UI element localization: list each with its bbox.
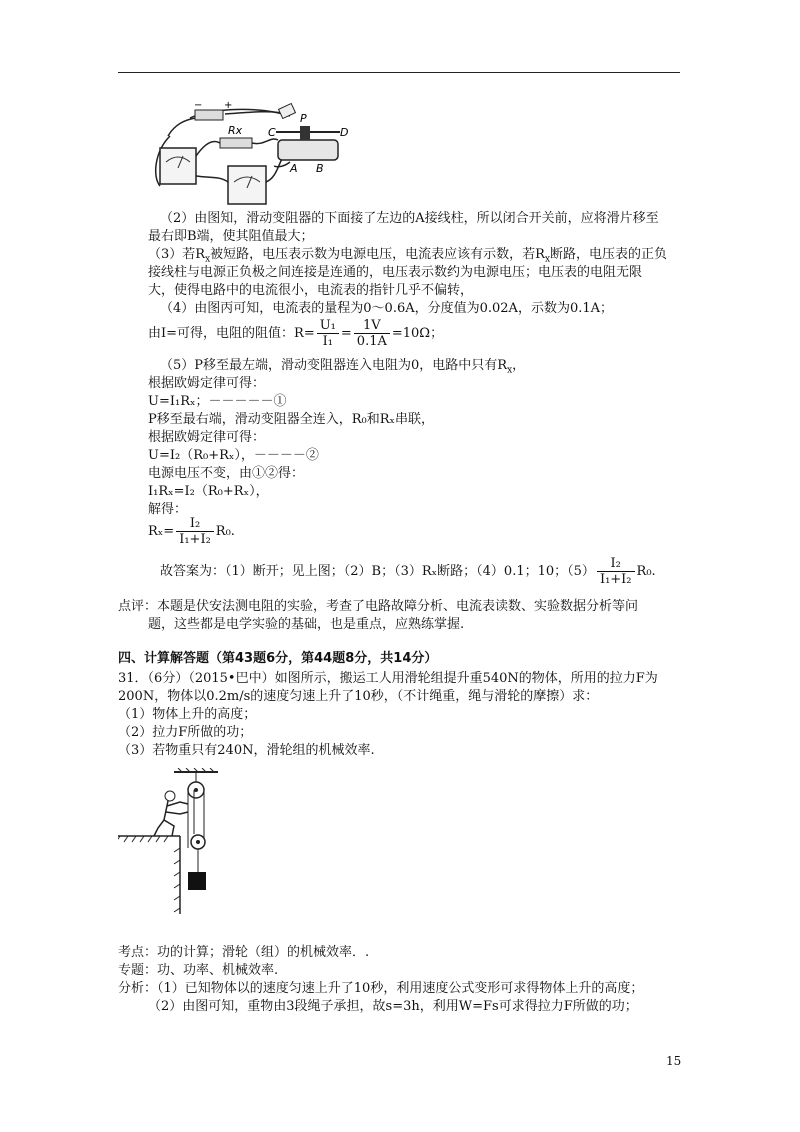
solution-p5-result: Rₓ= $\frac{\text{I₂}}{\text{I₁+I₂}}$ R₀. <box>148 516 235 547</box>
page-number: 15 <box>666 1054 682 1068</box>
label-b: B <box>316 162 324 175</box>
q31-line1: 31．（6分）（2015•巴中）如图所示，搬运工人用滑轮组提升重540N的物体，所用的拉力F为 <box>118 671 658 686</box>
comment-line2: 题，这些都是电学实验的基础，也是重点，应熟练掌握. <box>148 617 465 632</box>
solution-p5-line4: P移至最右端，滑动变阻器全连入，R₀和Rₓ串联， <box>148 412 435 427</box>
q31-line2: 200N，物体以0.2m/s的速度匀速上升了10秒，（不计绳重，绳与滑轮的摩擦）求： <box>118 689 599 704</box>
solution-p5-line6: U=I₂（R₀+Rₓ），－－－－② <box>148 448 319 463</box>
solution-p2-line1: （2）由图知，滑动变阻器的下面接了左边的A接线柱，所以闭合开关前，应将滑片移至 <box>160 211 659 226</box>
kaodian-line: 考点：功的计算；滑轮（组）的机械效率．. <box>118 945 370 960</box>
fenxi-line2: （2）由图可知，重物由3段绳子承担，故s=3h，利用W=Fs可求得拉力F所做的功； <box>148 999 638 1014</box>
solution-p5-line9: 解得： <box>148 502 188 517</box>
label-rx: Rx <box>228 124 243 137</box>
solution-p5-line1: （5）P移至最左端，滑动变阻器连入电阻为0，电路中只有$R_x$， <box>160 358 526 376</box>
q31-sub2: （2）拉力F所做的功； <box>118 725 253 740</box>
solution-p4-line1: （4）由图丙可知，电流表的量程为0～0.6A，分度值为0.02A，示数为0.1A； <box>160 301 614 316</box>
solution-p3-line2: 接线柱与电源正负极之间连接是连通的，电压表示数约为电源电压；电压表的电阻无限 <box>148 265 643 280</box>
fenxi-line1: 分析：（1）已知物体以的速度匀速上升了10秒，利用速度公式变形可求得物体上升的高度； <box>118 981 644 996</box>
q31-sub1: （1）物体上升的高度； <box>118 707 257 722</box>
label-a: A <box>290 162 298 175</box>
solution-p5-line7: 电源电压不变，由①②得： <box>148 466 305 481</box>
pulley-figure <box>118 768 228 918</box>
comment-line1: 点评：本题是伏安法测电阻的实验，考查了电路故障分析、电流表读数、实验数据分析等问 <box>118 599 639 614</box>
solution-p5-line3: U=I₁Rₓ；－－－－－① <box>148 394 287 409</box>
solution-p2-line2: 最右即B端，使其阻值最大； <box>148 229 314 244</box>
fraction-u1-i1: $\frac{\text{U₁}}{\text{I₁}}$ <box>317 318 339 349</box>
solution-p5-line2: 根据欧姆定律可得： <box>148 376 266 391</box>
svg-text:−: − <box>194 100 203 111</box>
svg-text:+: + <box>224 100 233 111</box>
solution-p3-line3: 大，使得电路中的电流很小，电流表的指针几乎不偏转， <box>148 283 474 298</box>
header-rule <box>118 72 680 73</box>
q31-sub3: （3）若物重只有240N，滑轮组的机械效率. <box>118 743 375 758</box>
label-p: P <box>300 112 307 125</box>
solution-p4-line2: 由I=可得，电阻的阻值：R= $\frac{\text{U₁}}{\text{I₁}}$ = $\frac{1V}{0.1A}$ =10Ω； <box>148 318 444 349</box>
solution-p5-line5: 根据欧姆定律可得： <box>148 430 266 445</box>
label-d: D <box>340 126 349 139</box>
solution-p5-line8: I₁Rₓ=I₂（R₀+Rₓ）， <box>148 484 269 499</box>
solution-p3-line1: （3）若$R_x$被短路，电压表示数为电源电压，电流表应该有示数，若$R_x$断路，电压表的正负 <box>148 247 668 265</box>
answer-line: 故答案为：（1）断开；见上图；（2）B；（3）Rₓ断路；（4）0.1；10；（5） $\frac{\text{I₂}}{\text{I₁+I₂}}$ R₀. <box>160 556 656 587</box>
circuit-figure <box>150 96 350 208</box>
label-c: C <box>268 126 276 139</box>
zhuanti-line: 专题：功、功率、机械效率. <box>118 963 279 978</box>
fraction-1v-01a: $\frac{1V}{0.1A}$ <box>354 318 390 349</box>
section-heading: 四、计算解答题（第43题6分，第44题8分，共14分） <box>118 651 438 666</box>
